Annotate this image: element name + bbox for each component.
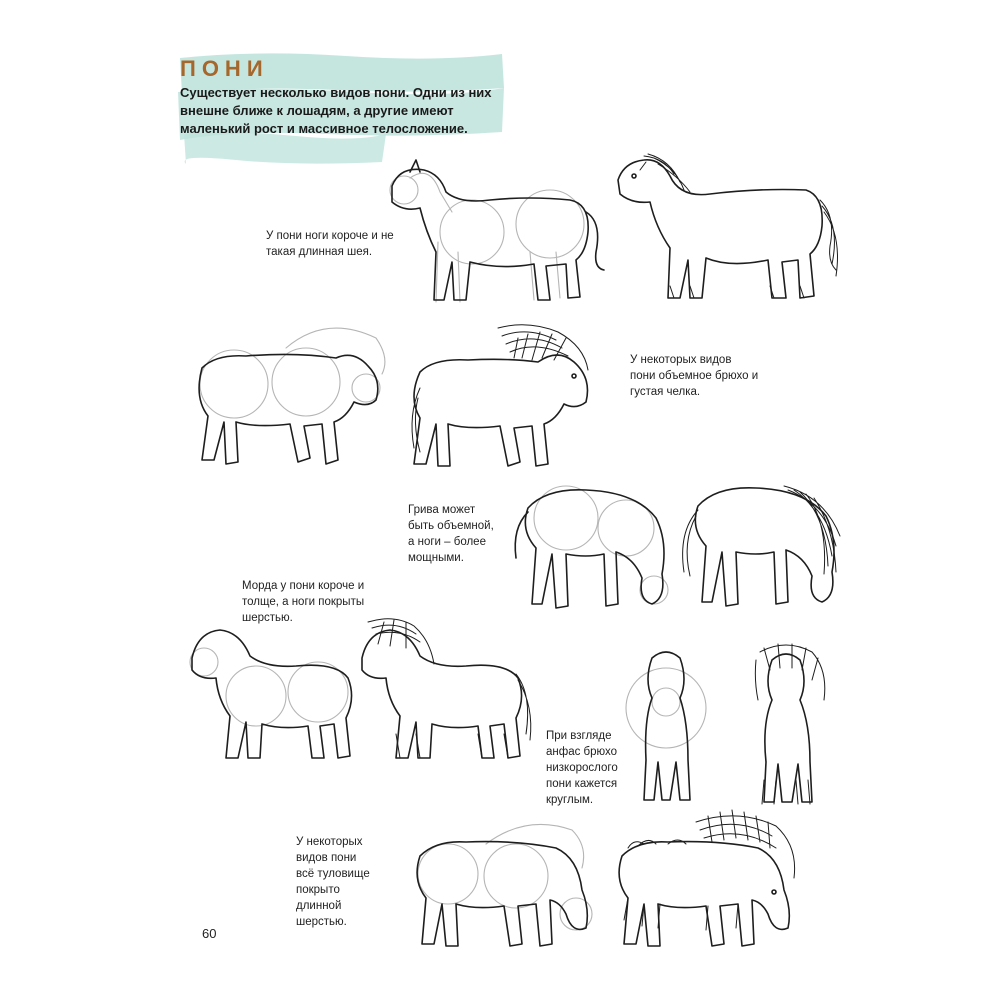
caption-belly-forelock: У некоторых видов пони объемное брюхо и густая челка. [630,354,759,398]
pony-front-inked [736,640,836,810]
caption-mane-legs: Грива может быть объемной, а ноги – более мощными. [408,504,494,564]
intro-text: Существует несколько видов пони. Одни из них внешне ближе к лошадям, а другие имеют маленький рост и массивное телосложение. [180,85,492,136]
caption-short-legs: У пони ноги короче и не такая длинная шея. [266,230,394,258]
caption-long-coat: У некоторых видов пони всё туловище покрыто длинной шерстью. [296,836,370,928]
pony-sketch-4 [186,618,362,768]
pony-sketch-5 [406,810,602,960]
pony-sketch-1 [380,152,610,312]
pony-inked-5 [608,808,804,958]
pony-sketch-3 [506,478,676,618]
page-number: 60 [202,926,217,941]
pony-inked-3 [674,476,850,616]
caption-front-view: При взгляде анфас брюхо низкорослого пони кажется круглым. [546,730,618,806]
pony-inked-4 [354,614,534,764]
caption-muzzle: Морда у пони короче и толще, а ноги покрыты шерстью. [242,580,365,624]
pony-front-sketch [618,640,714,810]
pony-inked-1 [610,146,840,306]
pony-sketch-2 [186,318,396,478]
page-title: ПОНИ [180,56,269,81]
pony-inked-2 [398,318,608,478]
